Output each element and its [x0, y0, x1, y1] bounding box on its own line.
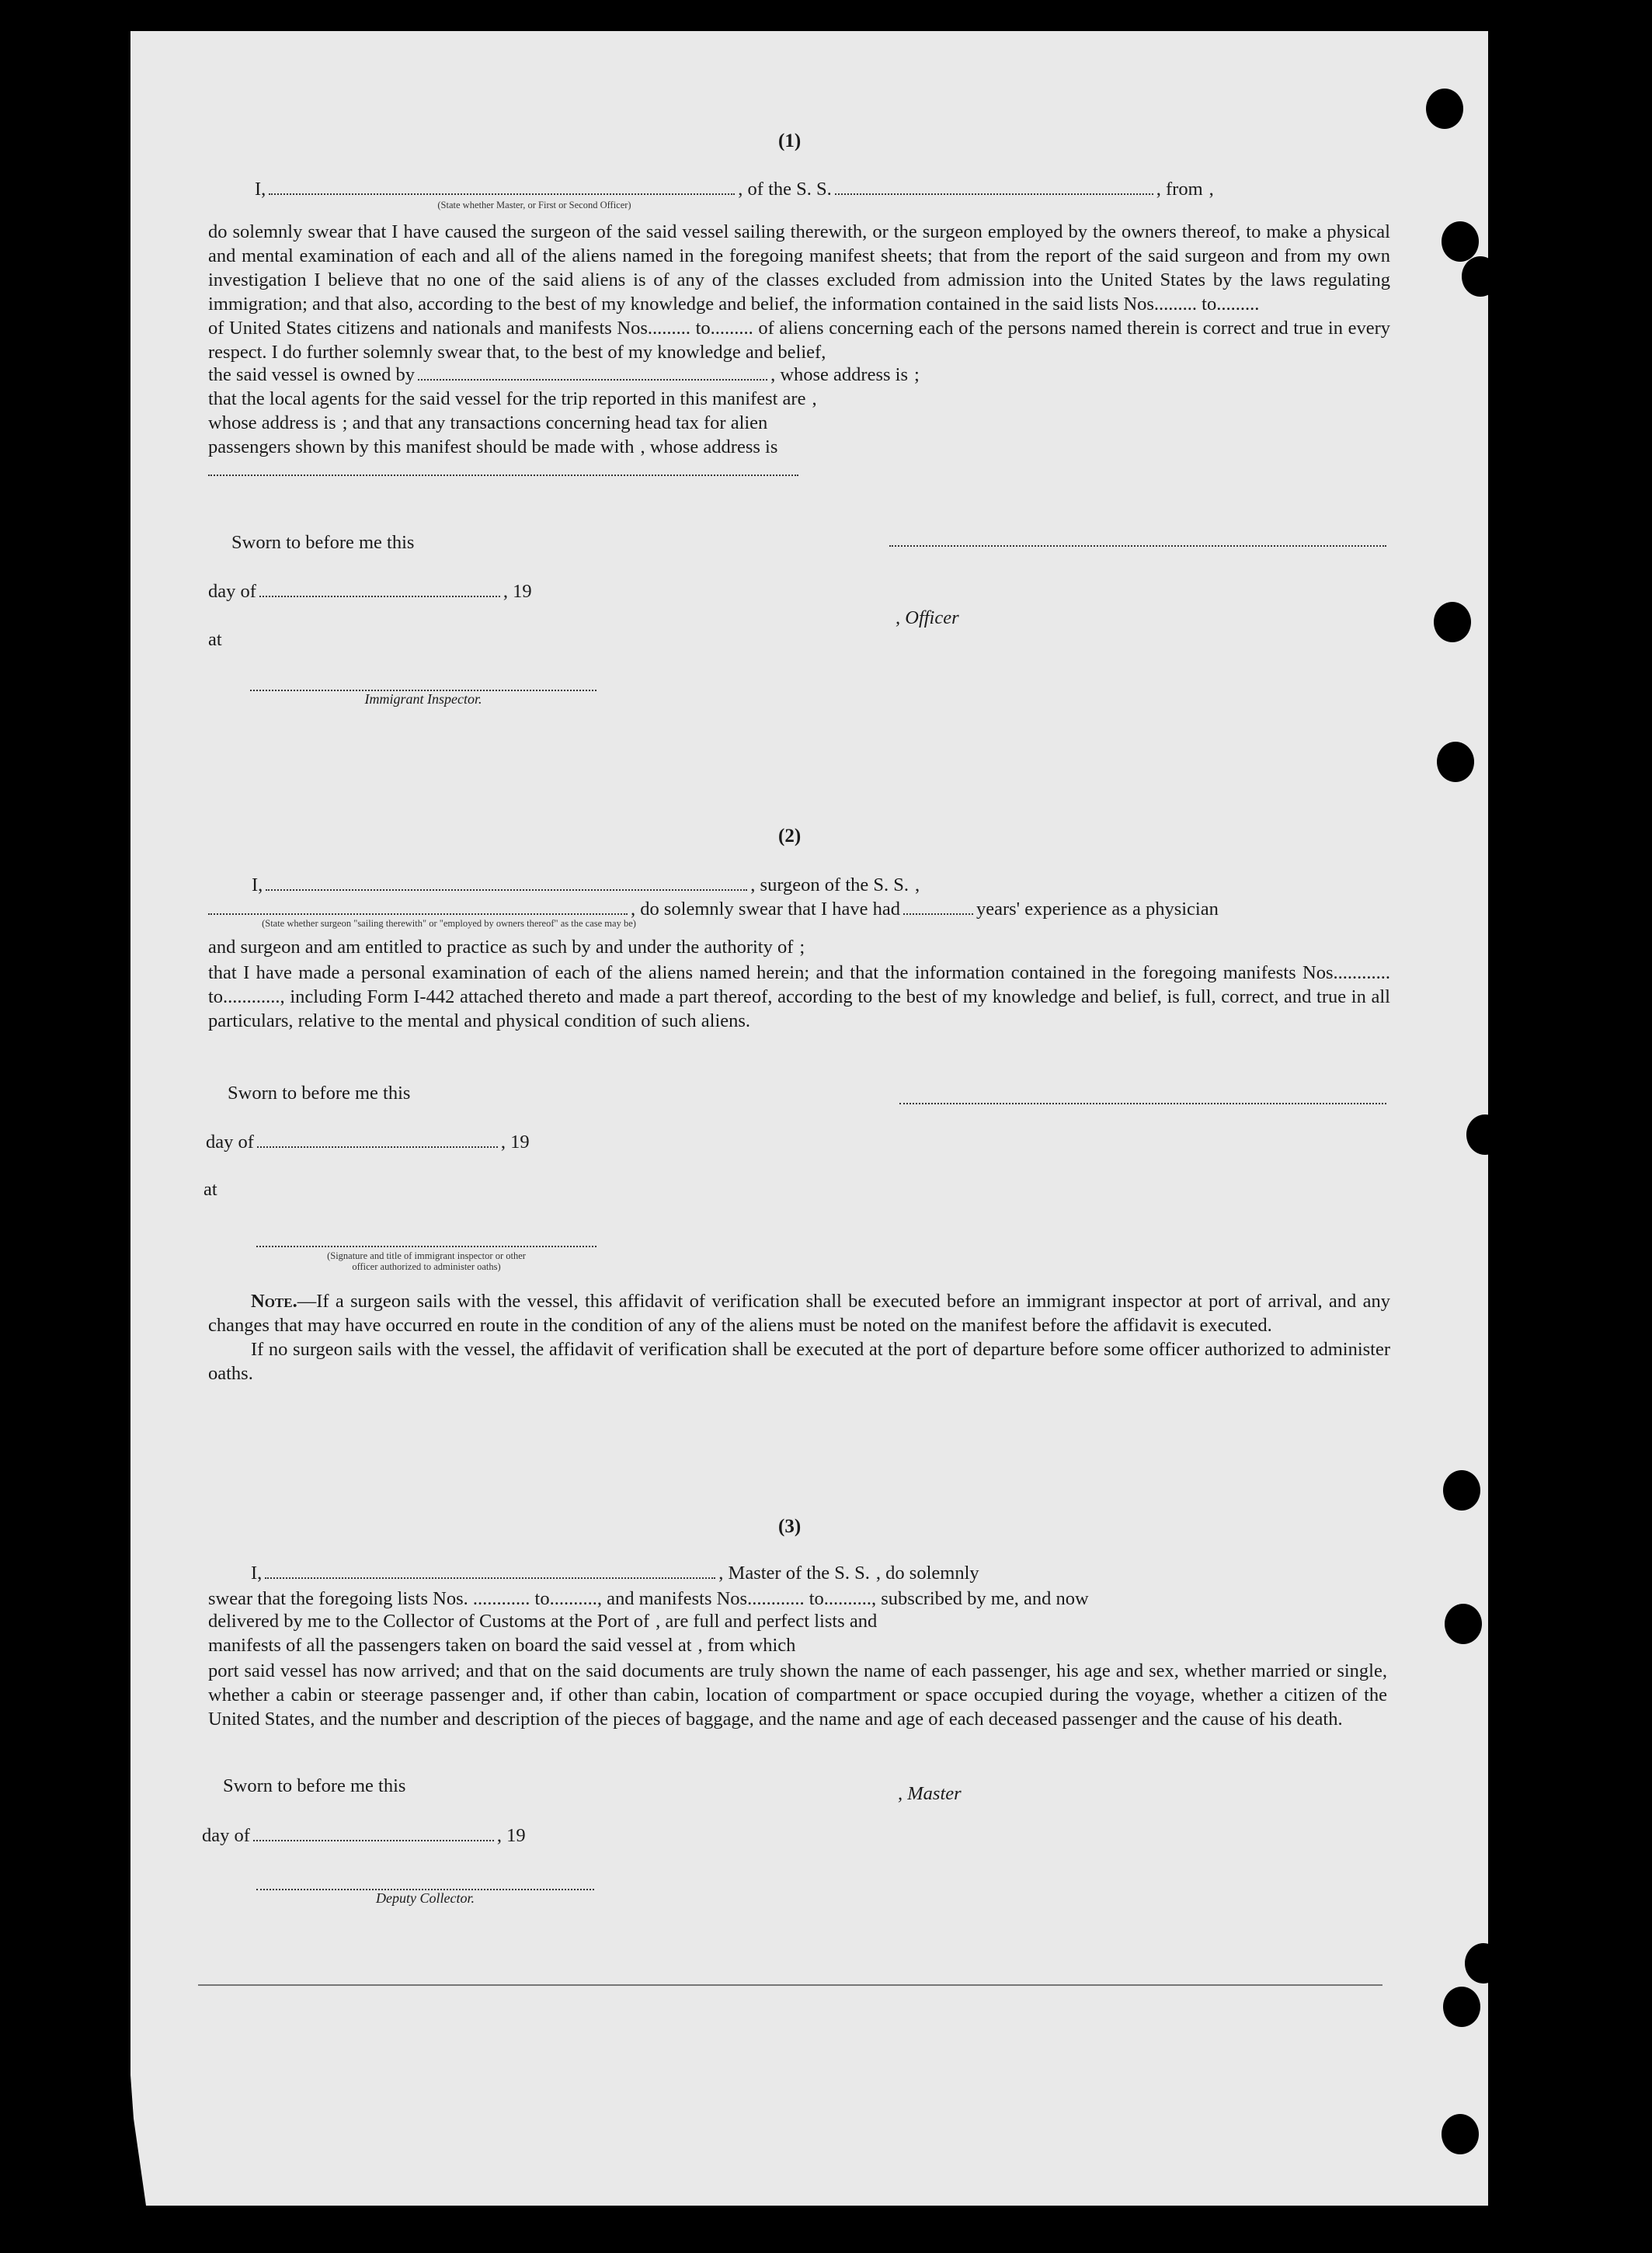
punch-hole: [1465, 1943, 1502, 1984]
section-2-number: (2): [778, 826, 802, 847]
s1-address-continued: [208, 461, 1390, 485]
punch-hole: [1443, 1470, 1480, 1511]
s1-inspector-signature: Immigrant Inspector.: [250, 680, 596, 708]
years-experience-field[interactable]: [903, 899, 973, 915]
s3-master: , Master: [898, 1783, 962, 1804]
s2-line2: , do solemnly swear that I have had years' experience as a physician: [208, 899, 1390, 923]
s2-body: that I have made a personal examination of each of the aliens named herein; and that the information contained in the foregoing manifests Nos............ to............, including Form I-442 attached thereto and made a part thereof, according to the best of my knowledge and belief, is full, correct, and true in all particulars, relative to the mental and physical condition of such aliens.: [208, 962, 1390, 1031]
s3-day: day of , 19: [202, 1825, 526, 1846]
s2-note: [208, 1289, 1390, 1386]
s3-body: port said vessel has now arrived; and that on the said documents are truly shown the name of each passenger, his age and sex, whether married or single, whether a cabin or steerage passenger and, if other than cabin, location of compartment or space occupied during the voyage, whether a citizen of the United States, and the number and description of the pieces of baggage, and the name and age of each deceased passenger and the cause of his death.: [208, 1660, 1387, 1730]
s2-signature-line: [899, 1093, 1386, 1104]
s1-line1: I, , of the S. S. , from ,: [255, 179, 1214, 200]
inspector-signature-field[interactable]: [250, 680, 596, 691]
punch-hole: [1442, 2114, 1479, 2154]
surgeon-status-field[interactable]: [208, 899, 628, 915]
s2-officer-signature-field[interactable]: [256, 1236, 596, 1247]
s2-day: day of , 19: [206, 1132, 530, 1153]
bottom-rule: [198, 1984, 1382, 1986]
section-1-number: (1): [778, 130, 802, 151]
punch-hole: [1443, 1987, 1480, 2027]
s2-day-field[interactable]: [257, 1132, 498, 1148]
surgeon-signature-field[interactable]: [899, 1093, 1386, 1104]
s2-at: at: [203, 1179, 217, 1200]
s3-day-field[interactable]: [253, 1826, 494, 1841]
section-2: [208, 874, 1390, 1033]
punch-hole: [1426, 89, 1463, 129]
surgeon-name-field[interactable]: [266, 875, 747, 891]
s3-collector-signature: Deputy Collector.: [256, 1879, 594, 1907]
s1-day: day of , 19: [208, 581, 532, 602]
punch-hole: [1434, 602, 1471, 642]
s3-line4: manifests of all the passengers taken on board the said vessel at , from which: [208, 1635, 796, 1656]
section-3: [208, 1563, 1387, 1731]
head-tax-address-field[interactable]: [208, 461, 798, 476]
punch-hole: [1445, 1604, 1482, 1644]
s3-line1: I, , Master of the S. S. , do solemnly: [251, 1563, 979, 1584]
master-name-field[interactable]: [265, 1563, 715, 1579]
s2-line1: I, , surgeon of the S. S. ,: [252, 874, 920, 895]
note-paragraph-2: If no surgeon sails with the vessel, the affidavit of verification shall be executed at the port of departure before some officer authorized to administer oaths.: [208, 1339, 1390, 1384]
s1-body-2: of United States citizens and nationals and manifests Nos......... to......... of aliens concerning each of the persons named therein is correct and true in every respect. I do further solemnly swear that, to the best of my knowledge and belief,: [208, 318, 1390, 363]
section-1: [208, 179, 1390, 485]
s1-day-field[interactable]: [259, 582, 500, 597]
punch-hole: [1466, 1114, 1504, 1155]
rank-hint: (State whether Master, or First or Second Officer): [437, 200, 631, 210]
s1-agents-line: that the local agents for the said vessel for the trip reported in this manifest are ,: [208, 388, 817, 409]
s2-sworn: Sworn to before me this: [228, 1083, 411, 1104]
s2-officer-signature: (Signature and title of immigrant inspector or other officer authorized to administer oaths): [256, 1236, 596, 1272]
owner-field[interactable]: [418, 365, 767, 381]
s1-signature-field[interactable]: [889, 536, 1386, 547]
s3-sworn: Sworn to before me this: [223, 1775, 406, 1796]
collector-signature-field[interactable]: [256, 1879, 594, 1890]
punch-hole: [1462, 256, 1499, 297]
punch-hole: [1437, 742, 1474, 782]
s1-sworn: Sworn to before me this: [231, 532, 415, 553]
s1-signature-line: [889, 536, 1386, 547]
s1-body-1: do solemnly swear that I have caused the surgeon of the said vessel sailing therewith, or the surgeon employed by the owners thereof, to make a physical and mental examination of each and all of the aliens named in the foregoing manifest sheets; that from the report of the said surgeon and from my own investigation I believe that no one of the said aliens is of any of the classes excluded from admission into the United States by the laws regulating immigration; and that also, according to the best of my knowledge and belief, the information contained in the said lists Nos......... to.........: [208, 221, 1390, 315]
s3-line3: delivered by me to the Collector of Customs at the Port of , are full and perfect lists and: [208, 1611, 878, 1632]
s1-officer: , Officer: [896, 607, 959, 628]
master-rank-field[interactable]: [269, 179, 735, 195]
s1-owned-line: the said vessel is owned by , whose address is ;: [208, 364, 920, 385]
punch-hole: [1442, 221, 1479, 262]
s2-authority-line: and surgeon and am entitled to practice as such by and under the authority of ;: [208, 937, 805, 958]
s1-address-line: whose address is ; and that any transactions concerning head tax for alien: [208, 412, 768, 433]
s1-passengers-line: passengers shown by this manifest should be made with , whose address is: [208, 436, 778, 457]
section-3-number: (3): [778, 1516, 802, 1537]
s3-line2: swear that the foregoing lists Nos. ............ to.........., and manifests Nos............ to.........., subscribed by me, and now: [208, 1588, 1089, 1609]
note-paragraph: Note.—If a surgeon sails with the vessel, this affidavit of verification shall be executed before an immigrant inspector at port of arrival, and any changes that may have occurred en route in the condition of any of the aliens must be noted on the manifest before the affidavit is executed.: [208, 1291, 1390, 1336]
vessel-name-field[interactable]: [835, 179, 1153, 195]
s1-at: at: [208, 629, 222, 650]
surgeon-hint: (State whether surgeon "sailing therewith" or "employed by owners thereof" as the case may be): [262, 918, 636, 929]
